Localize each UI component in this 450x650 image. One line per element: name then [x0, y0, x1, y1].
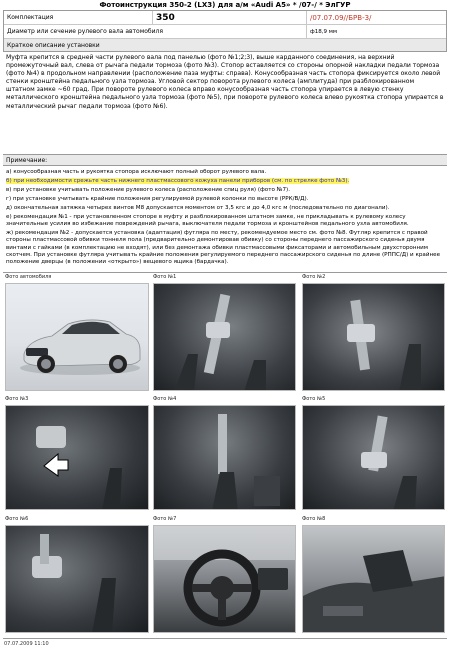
photo-5 — [302, 405, 445, 510]
photo-4 — [153, 405, 296, 510]
note-b-highlight: б) при необходимости срежьте часть нижнего пластмассового кожуха панели приборов (см. по стрелке фото №3). — [6, 177, 350, 184]
photo-4-label: Фото №4 — [153, 396, 177, 402]
photo-7-image — [154, 526, 296, 633]
short-desc-label: Краткое описание установки — [7, 41, 100, 49]
photo-car — [5, 283, 149, 391]
photo-4-image — [154, 406, 296, 510]
car-image — [6, 284, 149, 391]
photo-1-image — [154, 284, 296, 391]
code-label: /07.07.09//БРВ-3/ — [306, 11, 448, 24]
diameter-label: Диаметр или сечение рулевого вала автомобиля — [7, 28, 163, 35]
photo-car-label: Фото автомобиля — [5, 274, 52, 280]
set-label: Комплектация — [7, 14, 54, 21]
header-table — [3, 10, 447, 52]
photo-6 — [5, 525, 149, 633]
notes-heading: Примечание: — [3, 154, 447, 166]
photo-3 — [5, 405, 149, 510]
short-desc-row — [4, 39, 446, 51]
photo-1 — [153, 283, 296, 391]
footer-divider — [3, 638, 447, 639]
diameter-row — [4, 25, 446, 39]
note-a: а) конусообразная часть и рукоятка стопора исключают полный оборот рулевого вала. — [6, 169, 267, 175]
note-v: в) при установке учитывать положение рулевого колеса (расположение спиц руля) (фото №7). — [6, 186, 291, 193]
note-b — [6, 178, 444, 185]
photo-3-label: Фото №3 — [5, 396, 29, 402]
photo-8 — [302, 525, 445, 633]
photo-6-label: Фото №6 — [5, 516, 29, 522]
install-description: Муфта крепится в средней части рулевого вала под панелью (фото №1;2;3), выше карданного соединения, на верхний промежуточный вал, слева от рычага педали тормоза (фото №3). Стопор вставляется со стороны опорной накладки педали тормоза (фото №4) в продольном направлении (расположение паза муфты: справа). Конусообразная часть стопора фиксируется около левой стенки кронштейна педального узла тормоза. Угловой сектор поворота рулевого колеса (амплитуда) при разблокированном штатном замке ~60 град. При повороте рулевого колеса вправо конусообразная часть стопора упирается в левую стенку металлического кронштейна педального узла тормоза (фото №5), при повороте рулевого колеса влево рукоятка стопора упирается в металлический рычаг педали тормоза (фото №6). — [6, 54, 444, 110]
photo-6-image — [6, 526, 149, 633]
photo-3-image — [6, 406, 149, 510]
photo-7-label: Фото №7 — [153, 516, 177, 522]
photo-5-image — [303, 406, 445, 510]
note-e: е) рекомендация №1 - при установленном стопоре в муфту и разблокированном штатном замке, не прикладывать к рулевому колесу значительные усилия во избежание повреждений рычага, выключателя педали тормоза и кронштейнов педального узла автомобиля. — [6, 213, 409, 227]
footer-timestamp: 07.07.2009 11:10 — [4, 641, 49, 647]
photo-2-image — [303, 284, 445, 391]
photo-2 — [302, 283, 445, 391]
photo-1-label: Фото №1 — [153, 274, 177, 280]
document-title: Фотоинструкция 350-2 (LX3) для а/м «Audi A5» * /07-/ * ЭлГУР — [99, 1, 351, 9]
photo-7 — [153, 525, 296, 633]
set-row — [4, 11, 446, 25]
notes-list — [3, 168, 447, 269]
diameter-value: ф18,9 мм — [306, 25, 448, 38]
photo-5-label: Фото №5 — [302, 396, 326, 402]
photo-2-label: Фото №2 — [302, 274, 326, 280]
photo-8-label: Фото №8 — [302, 516, 326, 522]
note-d: д) окончательная затяжка четырех винтов М8 допускается моментом от 3,5 кгс и до 4,0 кгс м (последовательно по диагонали). — [6, 204, 390, 211]
photo-8-image — [303, 526, 445, 633]
set-value: 350 — [152, 11, 306, 24]
note-g: г) при установке учитывать крайние положения регулируемой рулевой колонки по высоте (РРК/В/Д). — [6, 195, 309, 202]
photos-divider — [3, 272, 447, 273]
note-zh: ж) рекомендация №2 - допускается установка (адаптация) футляра по месту, рекомендуемое место см. фото №8. Футляр крепится с правой стороны пластмассовой обивки тоннеля пола (предварительно демонтировав обивку) со стороны переднего пассажирского сиденья двумя винтами с гайками (в комплектацию не входят), или без демонтажа обивки пластмассовыми фиксаторами и автомобильным двухсторонним скотчем. При установке футляра учитывать крайние положения регулируемого переднего пассажирского сиденья по длине (РППС/Д) и крайнее положение дверцы (в положении «открыто») вещевого ящика (бардачка). — [6, 229, 441, 266]
